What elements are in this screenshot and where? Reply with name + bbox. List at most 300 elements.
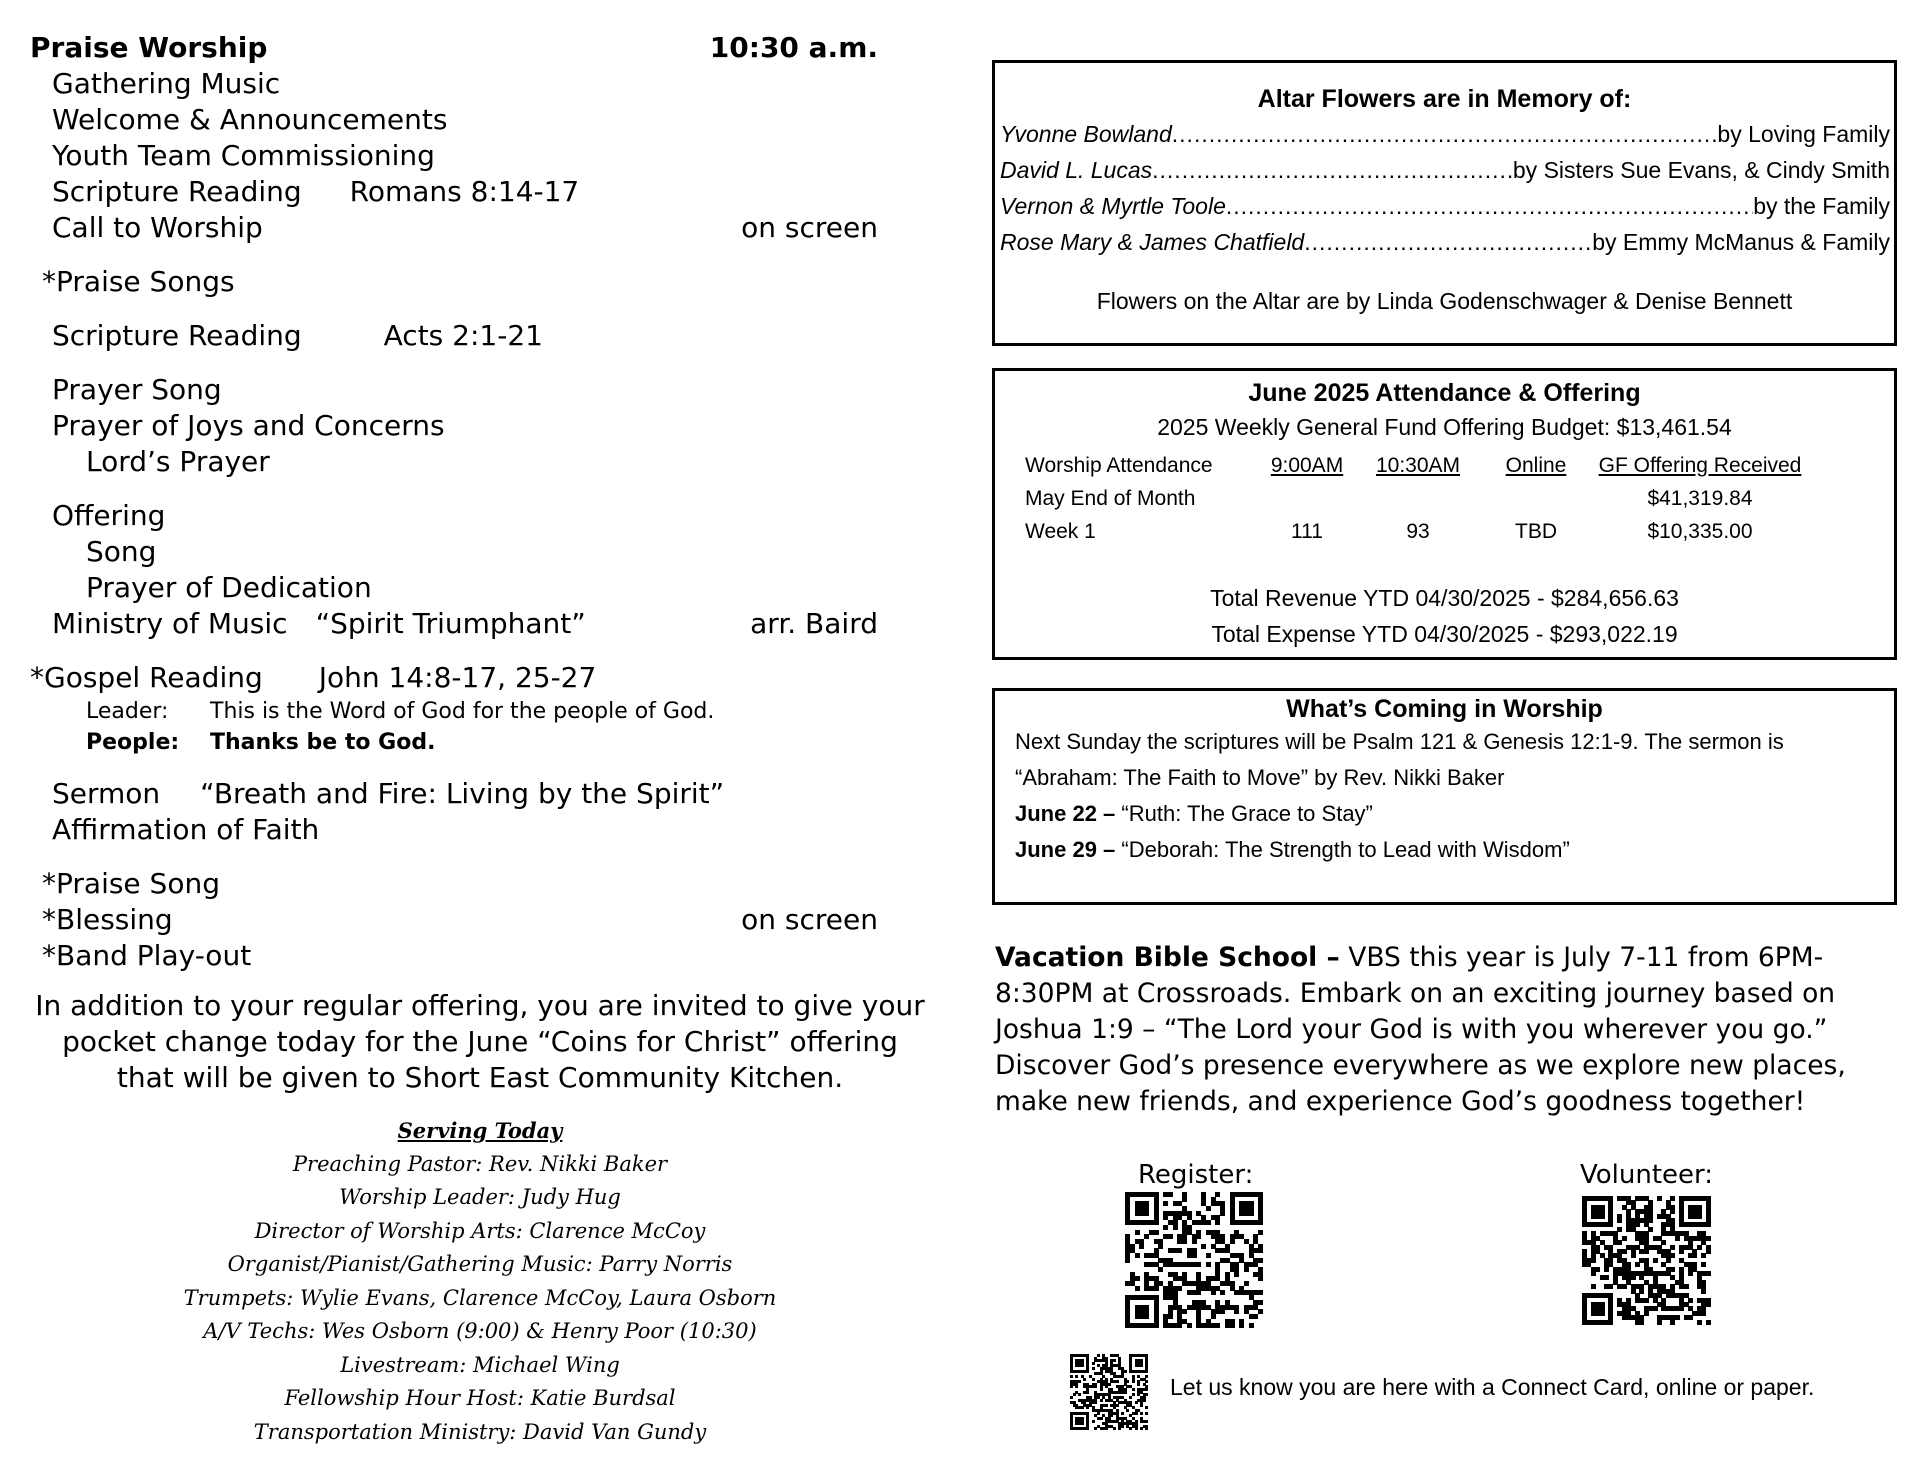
qr-module [1220,1290,1225,1295]
memory-entry [995,116,1894,152]
qr-module [1163,1225,1168,1230]
qr-module [1078,1380,1081,1383]
gospel-label: *Gospel Reading [30,661,263,694]
sermon [30,776,930,812]
qr-module [1073,1393,1076,1396]
budget-line: 2025 Weekly General Fund Offering Budget: $13,461.54 [1157,414,1732,440]
qr-module [1591,1258,1596,1263]
qr-module [1679,1249,1684,1254]
qr-module [1168,1314,1173,1319]
people-text: Thanks be to God. [210,730,436,755]
whats-coming-box [992,688,1897,905]
qr-module [1631,1253,1636,1258]
qr-module [1644,1311,1649,1316]
joys-and-concerns: Prayer of Joys and Concerns [52,409,445,442]
qr-module [1670,1245,1675,1250]
leader-dots [1226,188,1753,224]
memory-name: Yvonne Bowland [1000,121,1172,147]
qr-module [1617,1227,1622,1232]
altar-flowers-box [992,60,1897,346]
qr-module [1706,1222,1711,1227]
qr-module [1211,1290,1216,1295]
qr-module [1126,1380,1129,1383]
qr-module [1631,1275,1636,1280]
qr-module [1144,1211,1149,1216]
table-cell: May End of Month [1025,486,1196,510]
call-to-worship-label: Call to Worship [52,211,263,244]
people-response [30,727,930,758]
qr-module [1121,1412,1124,1415]
qr-module [1196,1262,1201,1267]
qr-module [1125,1258,1130,1263]
qr-module [1113,1427,1116,1430]
qr-module [1177,1323,1182,1328]
qr-module [1639,1320,1644,1325]
memory-by: by Loving Family [1717,121,1890,147]
call-on-screen: on screen [741,211,878,244]
qr-module [1182,1309,1187,1314]
qr-module [1092,1362,1095,1365]
qr-module [1135,1276,1140,1281]
qr-module [1143,1399,1146,1402]
qr-module [1158,1267,1163,1272]
service-title: Praise Worship [30,31,268,64]
qr-module [1192,1253,1197,1258]
qr-module [1163,1201,1168,1206]
qr-module [1604,1267,1609,1272]
memory-name: David L. Lucas [1000,157,1153,183]
register-label: Register: [1138,1160,1254,1190]
qr-module [1679,1306,1684,1311]
praise-song: *Praise Song [42,867,220,900]
qr-module [1168,1234,1173,1239]
qr-module [1622,1284,1627,1289]
qr-module [1124,1391,1127,1394]
qr-module [1591,1284,1596,1289]
qr-module [1140,1404,1143,1407]
memory-entry [995,224,1894,260]
qr-module [1688,1298,1693,1303]
attendance-offering-box [992,368,1897,660]
qr-module [1110,1414,1113,1417]
qr-module [1075,1385,1078,1388]
qr-module [1670,1253,1675,1258]
prayer-song: Prayer Song [52,373,222,406]
table-header: Worship Attendance [1025,453,1213,477]
table-cell: $10,335.00 [1647,519,1753,543]
praise-songs: *Praise Songs [42,265,235,298]
qr-module [1070,1396,1073,1399]
qr-module [1154,1323,1159,1328]
altar-flowers-title: Altar Flowers are in Memory of: [1257,85,1632,113]
qr-module [1670,1320,1675,1325]
memory-entry [995,152,1894,188]
serving-line: Fellowship Hour Host: Katie Burdsal [284,1386,676,1410]
qr-module [1135,1427,1138,1430]
register-qr-code-icon[interactable] [1125,1192,1263,1328]
qr-module [1220,1211,1225,1216]
qr-module [1140,1364,1143,1367]
serving-line: Worship Leader: Judy Hug [339,1185,621,1209]
qr-module [1135,1412,1138,1415]
qr-module [1108,1383,1111,1386]
table-cell: TBD [1515,519,1557,543]
qr-module [1086,1391,1089,1394]
qr-module [1648,1218,1653,1223]
qr-module [1249,1323,1254,1328]
memory-entry [995,188,1894,224]
qr-module [1215,1220,1220,1225]
memory-name: Vernon & Myrtle Toole [1000,193,1226,219]
blessing-label: *Blessing [42,903,173,936]
qr-module [1697,1245,1702,1250]
serving-line: Trumpets: Wylie Evans, Clarence McCoy, Laura Osborn [183,1285,777,1310]
qr-module [1158,1244,1163,1249]
qr-module [1688,1271,1693,1276]
total-revenue: Total Revenue YTD 04/30/2025 - $284,656.63 [1210,585,1679,611]
qr-module [1653,1258,1658,1263]
qr-module [1701,1253,1706,1258]
qr-module [1644,1298,1649,1303]
qr-module [1075,1375,1078,1378]
qr-module [1145,1380,1148,1383]
qr-module [1600,1311,1605,1316]
qr-module [1094,1385,1097,1388]
sermon-label: Sermon [52,777,161,810]
leader-label: Leader: [86,699,169,724]
ministry-of-music [30,606,930,642]
qr-module [1100,1417,1103,1420]
qr-module [1094,1401,1097,1404]
qr-module [1258,1300,1263,1305]
scripture-reading-2-label: Scripture Reading [52,319,302,352]
qr-module [1239,1323,1244,1328]
qr-module [1706,1271,1711,1276]
qr-module [1097,1354,1100,1357]
qr-module [1688,1315,1693,1320]
whats-coming-title: What’s Coming in Worship [1286,695,1603,723]
qr-module [1657,1320,1662,1325]
qr-module [1081,1406,1084,1409]
qr-module [1100,1399,1103,1402]
serving-line: Transportation Ministry: David Van Gundy [253,1419,707,1444]
qr-module [1600,1214,1605,1219]
qr-module [1135,1230,1140,1235]
qr-module [1622,1236,1627,1241]
offering: Offering [52,499,166,532]
total-expense: Total Expense YTD 04/30/2025 - $293,022.19 [1211,621,1678,647]
qr-module [1121,1425,1124,1428]
qr-module [1092,1378,1095,1381]
table-cell: Week 1 [1025,519,1096,543]
qr-module [1697,1214,1702,1219]
qr-module [1230,1239,1235,1244]
vbs-announcement [995,940,1895,1120]
qr-module [1701,1262,1706,1267]
service-title-row [30,30,930,66]
qr-module [1196,1290,1201,1295]
serving-line: A/V Techs: Wes Osborn (9:00) & Henry Poor (10:30) [203,1319,757,1343]
qr-module [1253,1314,1258,1319]
qr-module [1258,1290,1263,1295]
qr-module [1154,1286,1159,1291]
volunteer-qr-code-icon[interactable] [1582,1196,1710,1324]
coins-for-christ-note: In addition to your regular offering, you are invited to give your pocket change today for the June “Coins for Christ” offering that will be given to Short East Community Kitchen. [35,989,925,1094]
qr-module [1086,1406,1089,1409]
qr-module [1105,1404,1108,1407]
service-time: 10:30 a.m. [709,31,878,64]
attendance-table [1025,449,1805,548]
qr-module [1684,1284,1689,1289]
qr-module [1094,1427,1097,1430]
serving-line: Director of Worship Arts: Clarence McCoy [254,1218,706,1243]
qr-module [1201,1244,1206,1249]
qr-module [1105,1427,1108,1430]
affirmation-of-faith: Affirmation of Faith [52,813,320,846]
qr-module [1070,1375,1073,1378]
qr-module [1145,1370,1148,1373]
ministry-arranger: arr. Baird [750,607,878,640]
qr-module [1706,1320,1711,1325]
qr-module [1706,1249,1711,1254]
memory-by: by Sisters Sue Evans, & Cindy Smith [1512,157,1890,183]
table-header: GF Offering Received [1598,453,1802,477]
qr-module [1145,1375,1148,1378]
leader-response [30,696,930,727]
qr-module [1168,1192,1173,1197]
qr-module [1154,1220,1159,1225]
qr-module [1608,1284,1613,1289]
qr-module [1666,1258,1671,1263]
qr-module [1244,1281,1249,1286]
qr-module [1126,1409,1129,1412]
qr-module [1249,1211,1254,1216]
qr-module [1145,1388,1148,1391]
scripture-reading-2-ref: Acts 2:1-21 [383,319,543,352]
qr-module [1140,1412,1143,1415]
memory-by: by Emmy McManus & Family [1592,229,1890,255]
table-header: 9:00AM [1270,453,1344,477]
qr-module [1092,1367,1095,1370]
qr-module [1129,1396,1132,1399]
qr-module [1215,1323,1220,1328]
qr-module [1132,1388,1135,1391]
leader-dots [1172,116,1718,152]
qr-module [1258,1258,1263,1263]
qr-module [1258,1309,1263,1314]
gospel-ref: John 14:8-17, 25-27 [318,661,597,694]
qr-module [1670,1267,1675,1272]
table-cell [1255,482,1359,515]
qr-module [1211,1314,1216,1319]
order-of-worship [30,30,930,1449]
qr-module [1118,1427,1121,1430]
qr-module [1196,1234,1201,1239]
qr-module [1145,1412,1148,1415]
qr-module [1635,1262,1640,1267]
gathering-music: Gathering Music [52,67,281,100]
qr-module [1182,1197,1187,1202]
june-22-text: “Ruth: The Grace to Stay” [1121,801,1373,826]
june-29-label: June 29 – [1015,837,1116,862]
qr-module [1116,1380,1119,1383]
qr-module [1258,1276,1263,1281]
qr-module [1192,1239,1197,1244]
qr-module [1675,1315,1680,1320]
qr-module [1187,1323,1192,1328]
scripture-reading-2 [30,318,930,354]
blessing [30,902,930,938]
qr-module [1081,1422,1084,1425]
table-header: Online [1505,453,1567,477]
qr-module [1604,1275,1609,1280]
vbs-label: Vacation Bible School – [995,942,1340,973]
qr-module [1622,1249,1627,1254]
qr-module [1100,1388,1103,1391]
table-cell: 111 [1291,519,1323,543]
sermon-title: “Breath and Fire: Living by the Spirit” [200,777,725,810]
table-cell: $41,319.84 [1647,486,1753,510]
youth-commissioning: Youth Team Commissioning [52,139,435,172]
connect-card-qr-code-icon[interactable] [1070,1354,1148,1430]
qr-module [1070,1385,1073,1388]
qr-module [1124,1370,1127,1373]
june-22-label: June 22 – [1015,801,1116,826]
table-row [1025,515,1805,548]
qr-module [1145,1420,1148,1423]
offering-song: Song [86,535,157,568]
table-cell: 93 [1406,519,1430,543]
qr-module [1135,1401,1138,1404]
memory-name: Rose Mary & James Chatfield [1000,229,1305,255]
volunteer-label: Volunteer: [1580,1160,1714,1190]
qr-module [1706,1302,1711,1307]
qr-module [1145,1393,1148,1396]
qr-module [1653,1306,1658,1311]
qr-module [1617,1218,1622,1223]
call-to-worship [30,210,930,246]
scripture-reading-1 [30,174,930,210]
qr-module [1234,1309,1239,1314]
qr-module [1097,1412,1100,1415]
qr-module [1258,1248,1263,1253]
serving-today-title: Serving Today [397,1118,563,1143]
qr-module [1086,1370,1089,1373]
qr-module [1177,1248,1182,1253]
qr-module [1206,1262,1211,1267]
qr-module [1234,1272,1239,1277]
qr-module [1670,1209,1675,1214]
qr-module [1116,1404,1119,1407]
qr-module [1132,1393,1135,1396]
table-cell [1477,482,1595,515]
qr-module [1608,1222,1613,1227]
qr-module [1675,1236,1680,1241]
qr-module [1701,1289,1706,1294]
qr-module [1608,1320,1613,1325]
table-header-row [1025,449,1805,482]
qr-module [1177,1286,1182,1291]
qr-module [1154,1230,1159,1235]
people-label: People: [86,730,180,755]
next-sunday-text: Next Sunday the scriptures will be Psalm 121 & Genesis 12:1-9. The sermon is “Abraham: The Faith to Move” by Rev. Nikki Baker [1015,729,1784,790]
table-header: 10:30AM [1375,453,1461,477]
scripture-reading-1-ref: Romans 8:14-17 [349,175,580,208]
qr-module [1140,1427,1143,1430]
qr-module [1644,1249,1649,1254]
qr-module [1591,1271,1596,1276]
scripture-reading-1-label: Scripture Reading [52,175,302,208]
june-29-text: “Deborah: The Strength to Lead with Wisdom” [1121,837,1570,862]
qr-module [1206,1220,1211,1225]
june-29-item [995,832,1894,868]
qr-module [1617,1240,1622,1245]
qr-module [1670,1196,1675,1201]
qr-module [1144,1234,1149,1239]
qr-module [1258,1220,1263,1225]
serving-today [30,1114,930,1449]
qr-module [1139,1244,1144,1249]
qr-module [1230,1323,1235,1328]
qr-module [1173,1225,1178,1230]
qr-module [1083,1378,1086,1381]
qr-module [1092,1420,1095,1423]
qr-module [1182,1239,1187,1244]
qr-module [1648,1227,1653,1232]
leader-dots [1304,224,1592,260]
qr-module [1206,1206,1211,1211]
qr-module [1215,1192,1220,1197]
attendance-title: June 2025 Attendance & Offering [1248,379,1641,407]
qr-module [1635,1222,1640,1227]
blessing-on-screen: on screen [741,903,878,936]
welcome: Welcome & Announcements [52,103,448,136]
qr-module [1078,1393,1081,1396]
gospel-reading [30,660,930,696]
qr-module [1639,1289,1644,1294]
qr-module [1701,1311,1706,1316]
ministry-title: “Spirit Triumphant” [315,607,586,640]
serving-line: Organist/Pianist/Gathering Music: Parry Norris [227,1252,733,1276]
table-row [1025,482,1805,515]
qr-module [1220,1309,1225,1314]
connect-card-text: Let us know you are here with a Connect Card, online or paper. [1170,1374,1815,1400]
qr-module [1145,1406,1148,1409]
qr-module [1706,1236,1711,1241]
qr-module [1145,1427,1148,1430]
serving-line: Preaching Pastor: Rev. Nikki Baker [292,1151,668,1176]
qr-module [1144,1314,1149,1319]
serving-line: Livestream: Michael Wing [340,1352,620,1377]
table-cell [1359,482,1477,515]
memory-by: by the Family [1753,193,1890,219]
qr-module [1129,1427,1132,1430]
qr-module [1697,1320,1702,1325]
june-22-item [995,796,1894,832]
qr-module [1135,1286,1140,1291]
ministry-label: Ministry of Music [52,607,288,640]
leader-text: This is the Word of God for the people of God. [210,699,715,724]
qr-module [1258,1230,1263,1235]
qr-module [1206,1253,1211,1258]
qr-module [1135,1253,1140,1258]
band-play-out: *Band Play-out [42,939,252,972]
qr-module [1081,1364,1084,1367]
qr-module [1113,1359,1116,1362]
leader-dots [1152,152,1513,188]
qr-module [1137,1383,1140,1386]
altar-flowers-footer: Flowers on the Altar are by Linda Godenschwager & Denise Bennett [1096,288,1793,314]
